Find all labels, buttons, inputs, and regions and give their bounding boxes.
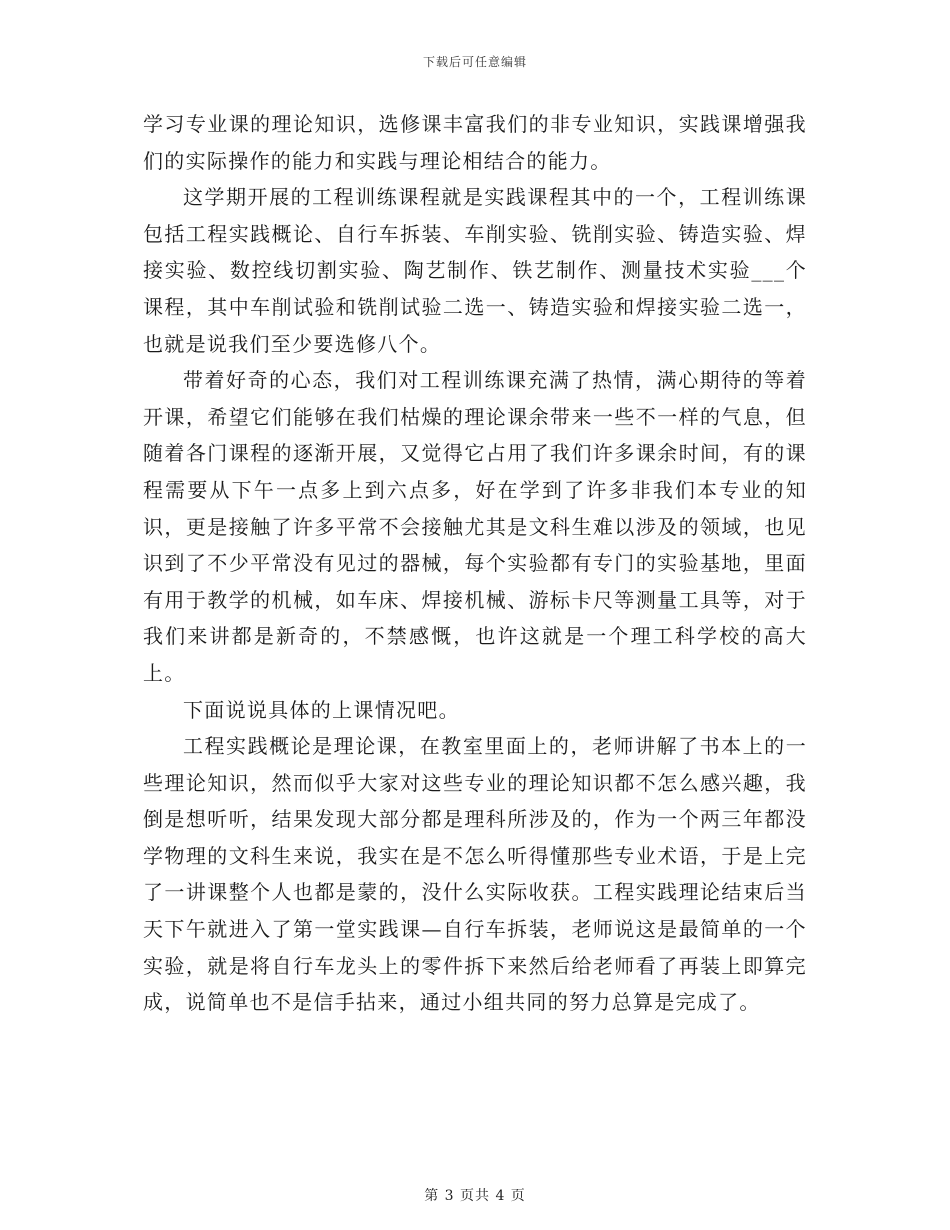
paragraph: 学习专业课的理论知识，选修课丰富我们的非专业知识，实践课增强我们的实际操作的能力和实践与理论相结合的能力。 [143, 112, 807, 173]
paragraph: 带着好奇的心态，我们对工程训练课充满了热情，满心期待的等着开课，希望它们能够在我们枯燥的理论课余带来一些不一样的气息，但随着各门课程的逐渐开展，又觉得它占用了我们许多课余时间，有的课程需要从下午一点多上到六点多，好在学到了许多非我们本专业的知识，更是接触了许多平常不会接触尤其是文科生难以涉及的领域，也见识到了不少平常没有见过的器械，每个实验都有专门的实验基地，里面有用于教学的机械，如车床、焊接机械、游标卡尺等测量工具等，对于我们来讲都是新奇的，不禁感慨，也许这就是一个理工科学校的高大上。 [143, 368, 807, 685]
paragraph: 下面说说具体的上课情况吧。 [183, 697, 460, 722]
page-footer: 第 3 页共 4 页 [424, 1188, 526, 1204]
paragraph: 工程实践概论是理论课，在教室里面上的，老师讲解了书本上的一些理论知识，然而似乎大家对这些专业的理论知识都不怎么感兴趣，我倒是想听听，结果发现大部分都是理科所涉及的，作为一个两三年都没学物理的文科生来说，我实在是不怎么听得懂那些专业术语，于是上完了一讲课整个人也都是蒙的，没什么实际收获。工程实践理论结束后当天下午就进入了第一堂实践课—自行车拆装，老师说这是最简单的一个实验，就是将自行车龙头上的零件拆下来然后给老师看了再装上即算完成，说简单也不是信手拈来，通过小组共同的努力总算是完成了。 [143, 734, 807, 1015]
page-header: 下载后可任意编辑 [422, 55, 527, 69]
paragraph: 这学期开展的工程训练课程就是实践课程其中的一个，工程训练课包括工程实践概论、自行车拆装、车削实验、铣削实验、铸造实验、焊接实验、数控线切割实验、陶艺制作、铁艺制作、测量技术实验___个课程，其中车削试验和铣削试验二选一、铸造实验和焊接实验二选一，也就是说我们至少要选修八个。 [143, 185, 807, 356]
document-body [143, 106, 807, 1021]
